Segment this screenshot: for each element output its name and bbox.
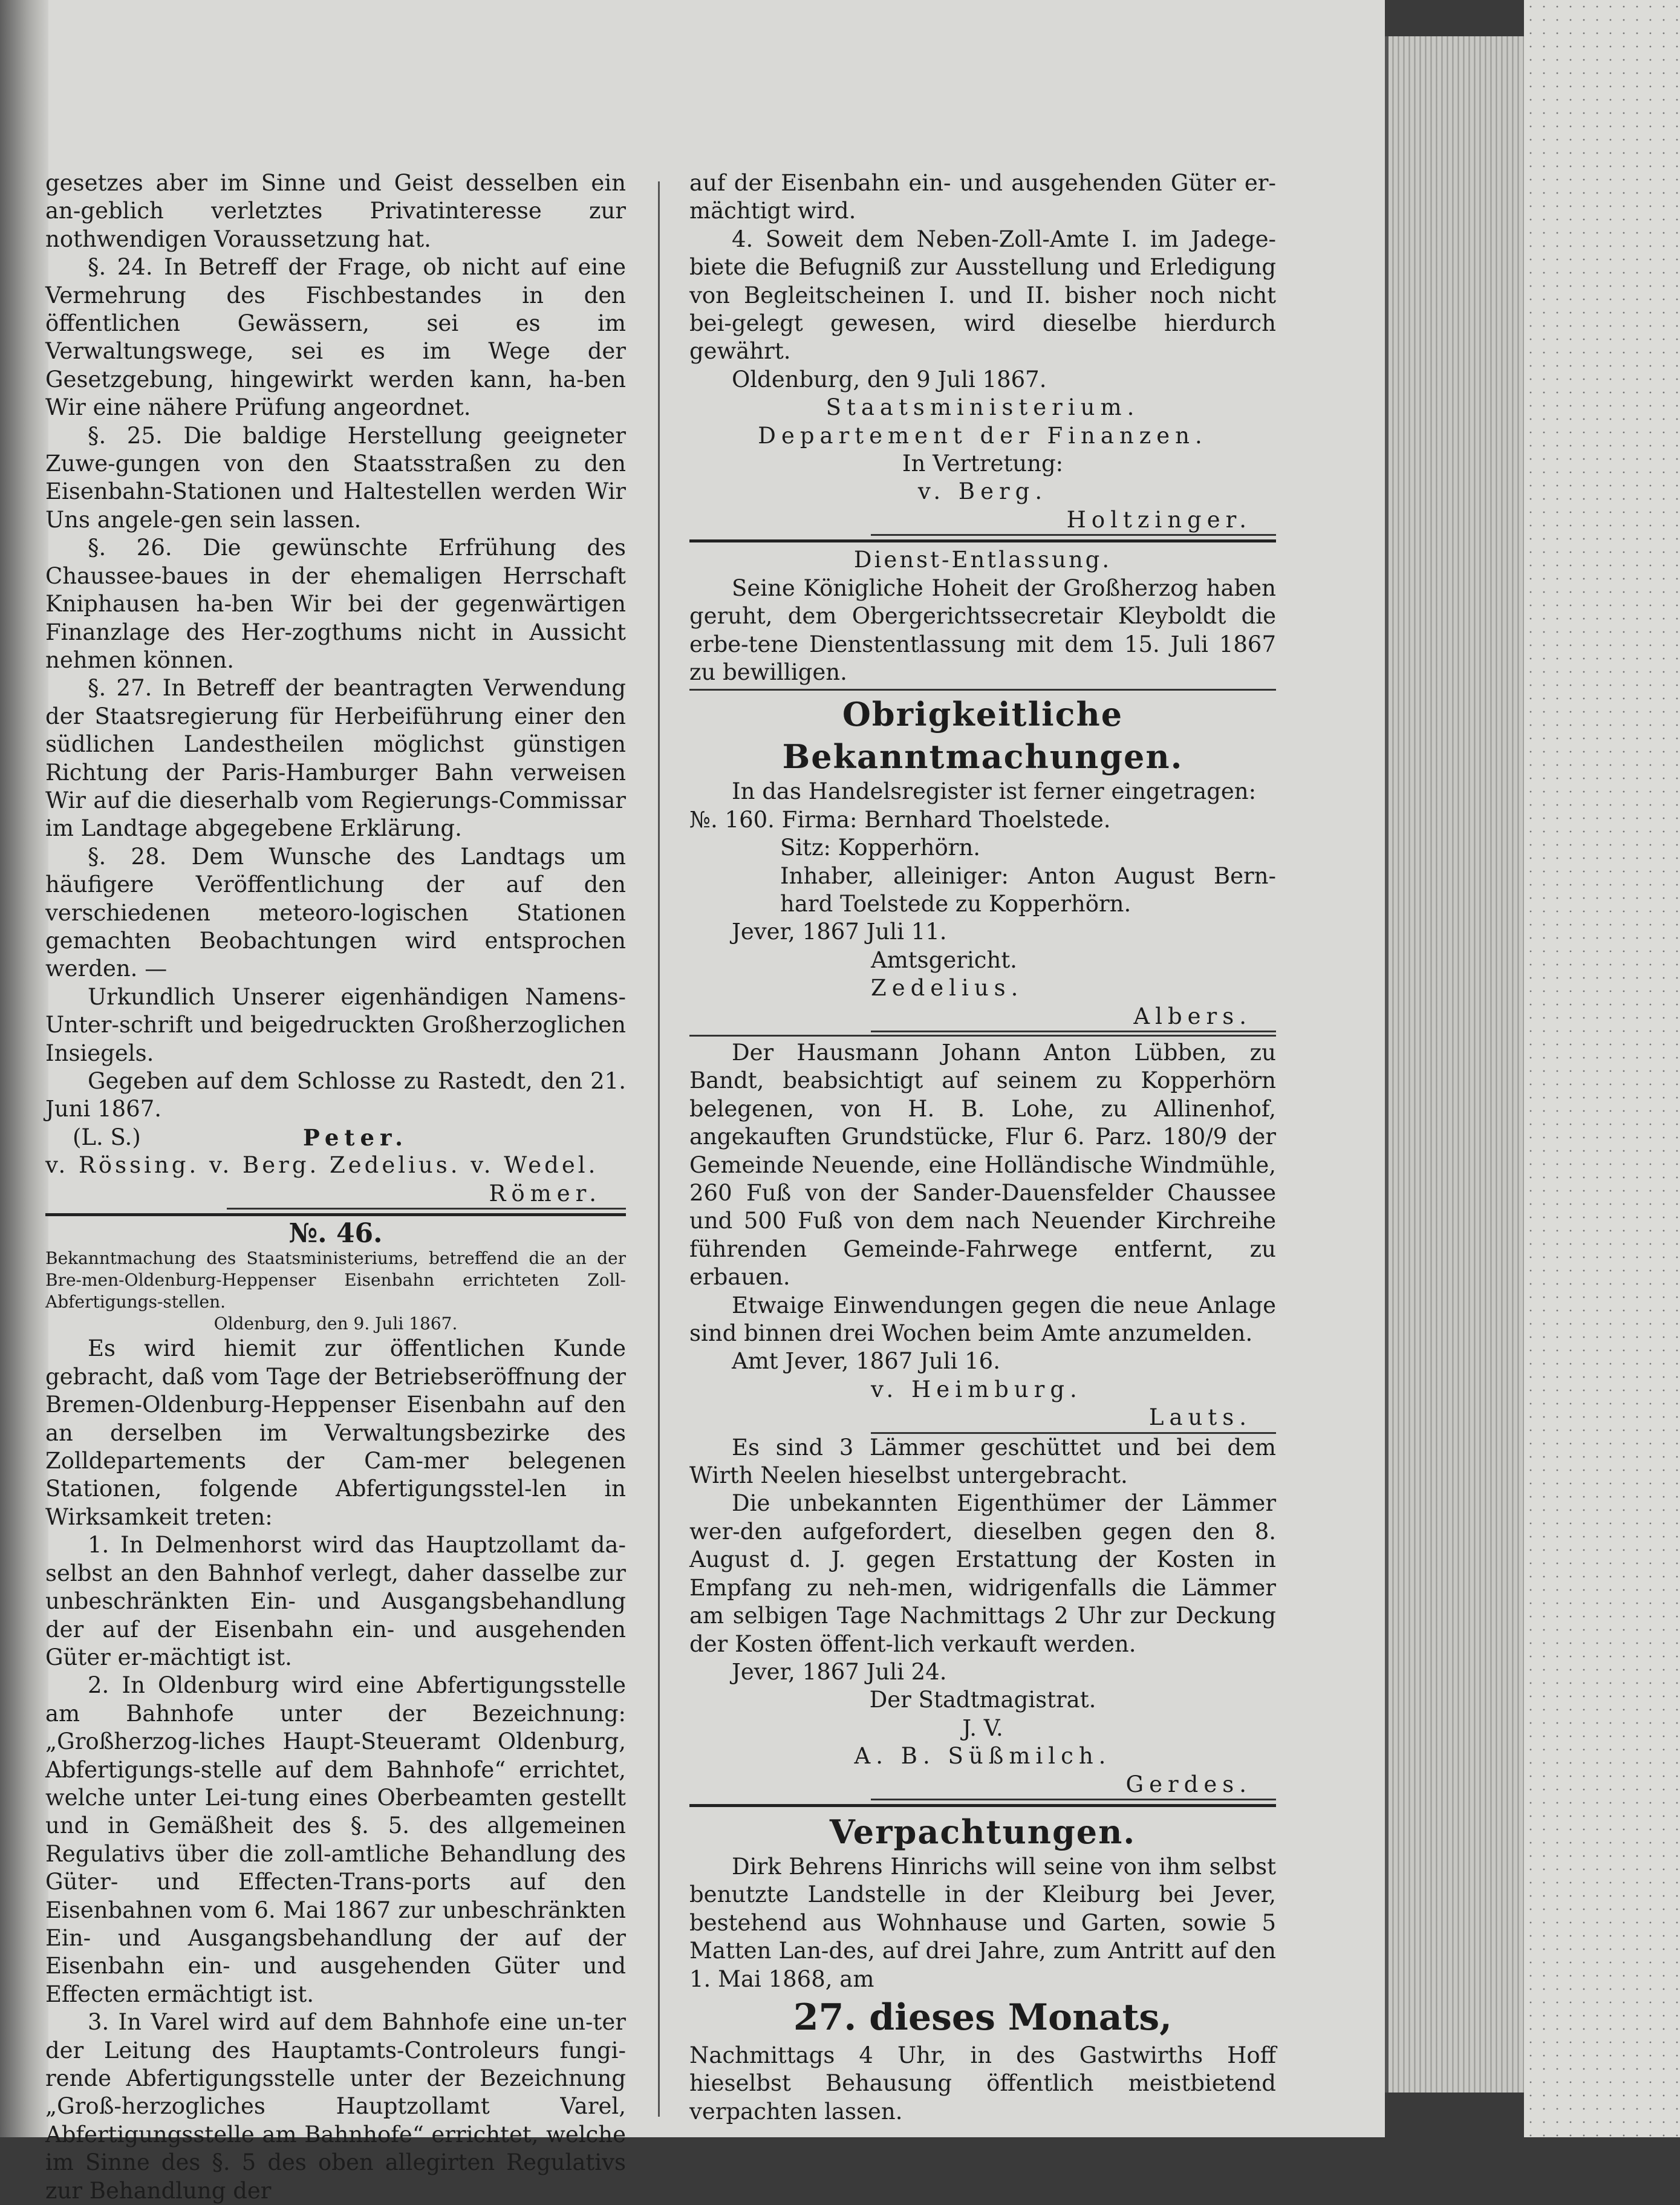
gegeben-text: Gegeben auf dem Schlosse zu Rastedt, den 21. Juni 1867.	[45, 1068, 626, 1122]
signature-lauts: Lauts.	[871, 1404, 1276, 1433]
signature-gerdes: Gerdes.	[871, 1771, 1276, 1800]
eigenthuemer-text: Die unbekannten Eigenthümer der Lämmer wer-den aufgefordert, dieselben gegen den 8. August d. J. gegen Erstattung der Kosten in Empfang zu neh-men, widrigenfalls die Lämmer am selbigen Tage Nachmittags 2 Uhr zur Deckung der Kosten öffent-lich verkauft werden.	[689, 1490, 1276, 1657]
paragraph-continuation: gesetzes aber im Sinne und Geist desselben ein an-geblich verletztes Privatinteresse zur nothwendigen Voraussetzung hat.	[45, 170, 626, 252]
notice-intro: Es wird hiemit zur öffentlichen Kunde gebracht, daß vom Tage der Betriebseröffnung der Bremen-Oldenburg-Heppenser Eisenbahn auf den an derselben im Verwaltungsbezirke des Zolldepartements der Cam-mer belegenen Stationen, folgende Abfertigungsstel-len in Wirksamkeit treten:	[45, 1335, 626, 1530]
notice-item-4: 4. Soweit dem Neben-Zoll-Amte I. im Jadege-biete die Befugniß zur Ausstellung und Erledigung von Begleitscheinen I. und II. bisher noch nicht bei-gelegt gewesen, wird dieselbe hierdurch gewährt.	[689, 226, 1276, 365]
dienst-title: Dienst-Entlassung.	[853, 547, 1112, 573]
section-rule	[689, 1035, 1276, 1037]
notice-signoff-date: Oldenburg, den 9 Juli 1867.	[732, 366, 1047, 392]
paragraph-28: §. 28. Dem Wunsche des Landtags um häufigere Veröffentlichung der auf den verschiedenen meteoro-logischen Stationen gemachten Beobachtungen wird entsprochen werden. —	[45, 843, 626, 982]
stadtmagistrat: Der Stadtmagistrat.	[869, 1687, 1096, 1713]
notice-item-2: 2. In Oldenburg wird eine Abfertigungsstelle am Bahnhofe unter der Bezeichnung: „Großherzog-liches Haupt-Steueramt Oldenburg, Abfertigungs-stelle auf dem Bahnhofe“ errichtet, welche unter Lei-tung eines Oberbeamten gestellt und in Gemäßheit des §. 5. des allgemeinen Regulativs über die zoll-amtliche Behandlung des Güter- und Effecten-Trans-ports auf den Eisenbahnen vom 6. Mai 1867 zur unbeschränkten Ein- und Ausgangsbehandlung der auf der Eisenbahn ein- und ausgehenden Güter und Effecten ermächtigt ist.	[45, 1672, 626, 2007]
inhaber-entry: Inhaber, alleiniger: Anton August Bern-hard Toelstede zu Kopperhörn.	[780, 862, 1276, 917]
signature-roemer: Römer.	[227, 1180, 626, 1210]
handelsregister-text: In das Handelsregister ist ferner eingetragen:	[732, 778, 1257, 805]
speckled-background	[1524, 0, 1680, 2137]
section-rule	[689, 539, 1276, 542]
notice-date: Oldenburg, den 9. Juli 1867.	[213, 1314, 458, 1334]
verpachtungen-title: Verpachtungen.	[829, 1812, 1136, 1851]
notice-item-3: 3. In Varel wird auf dem Bahnhofe eine un-ter der Leitung des Hauptamts-Controleurs fungi-rende Abfertigungsstelle unter der Bezeichnung „Groß-herzogliches Hauptzollamt Varel, Abfertigungsstelle am Bahnhofe“ errichtet, welche im Sinne des §. 5 des oben allegirten Regulativs zur Behandlung der	[45, 2009, 626, 2204]
jv-mark: J. V.	[962, 1715, 1003, 1741]
einwendungen-text: Etwaige Einwendungen gegen die neue Anlage sind binnen drei Wochen beim Amte anzumelden.	[689, 1292, 1276, 1347]
verpachtung-text: Dirk Behrens Hinrichs will seine von ihm selbst benutzte Landstelle in der Kleiburg bei Jever, bestehend aus Wohnhause und Garten, sowie 5 Matten Lan-des, auf drei Jahre, zum Antritt auf den 1. Mai 1868, am	[689, 1853, 1276, 1992]
signature-heimburg: v. Heimburg.	[871, 1376, 1083, 1402]
sitz-entry: Sitz: Kopperhörn.	[780, 835, 981, 861]
signature-suessmilch: A. B. Süßmilch.	[854, 1743, 1112, 1770]
left-column	[45, 169, 626, 2205]
signature-zedelius: Zedelius.	[871, 975, 1024, 1002]
signature-holtzinger: Holtzinger.	[871, 506, 1276, 536]
laemmer-text: Es sind 3 Lämmer geschüttet und bei dem Wirth Neelen hieselbst untergebracht.	[689, 1434, 1276, 1489]
urkundlich-text: Urkundlich Unserer eigenhändigen Namens-Unter-schrift und beigedruckten Großherzoglichen Insiegels.	[45, 983, 626, 1066]
firma-entry: №. 160. Firma: Bernhard Thoelstede.	[689, 806, 1111, 833]
section-rule	[45, 1213, 626, 1216]
paragraph-27: §. 27. In Betreff der beantragten Verwendung der Staatsregierung für Herbeiführung einer den südlichen Landestheilen möglichst günstigen Richtung der Paris-Hamburger Bahn verweisen Wir auf die dieserhalb vom Regierungs-Commissar im Landtage abgegebene Erklärung.	[45, 675, 626, 842]
seal-mark: (L. S.)	[73, 1124, 141, 1150]
auction-date: 27. dieses Monats,	[793, 1996, 1173, 2039]
staatsministerium: Staatsministerium.	[825, 394, 1140, 421]
right-column	[689, 169, 1276, 2126]
signature-albers: Albers.	[871, 1003, 1276, 1032]
departement: Departement der Finanzen.	[758, 422, 1208, 449]
paragraph-25: §. 25. Die baldige Herstellung geeigneter Zuwe-gungen von den Staatsstraßen zu den Eisenbahn-Stationen und Haltestellen werden Wir Uns angele-gen sein lassen.	[45, 422, 626, 533]
hausmann-text: Der Hausmann Johann Anton Lübben, zu Bandt, beabsichtigt auf seinem zu Kopperhörn belegenen, von H. B. Lohe, zu Allinenhof, angekauften Grundstücke, Flur 6. Parz. 180/9 der Gemeinde Neuende, eine Holländische Windmühle, 260 Fuß von der Sander-Dauensfelder Chaussee und 500 Fuß von dem nach Neuender Kirchreihe führenden Gemeinde-Fahrwege entfernt, zu erbauen.	[689, 1039, 1276, 1291]
section-rule	[689, 689, 1276, 691]
jever-date-1: Jever, 1867 Juli 11.	[732, 919, 947, 945]
notice-subject: Bekanntmachung des Staatsministeriums, betreffend die an der Bre-men-Oldenburg-Heppenser Eisenbahn errichteten Zoll-Abfertigungs-stellen.	[45, 1248, 626, 1312]
obrigkeitliche-title: Obrigkeitliche Bekanntmachungen.	[782, 695, 1183, 777]
nachmittags-text: Nachmittags 4 Uhr, in des Gastwirths Hoff hieselbst Behausung öffentlich meistbietend verpachten lassen.	[689, 2042, 1276, 2125]
notice-item-1: 1. In Delmenhorst wird das Hauptzollamt da-selbst an den Bahnhof verlegt, daher dasselbe zur unbeschränkten Ein- und Ausgangsbehandlung der auf der Eisenbahn ein- und ausgehenden Güter er-mächtigt ist.	[45, 1532, 626, 1670]
column-divider	[658, 181, 660, 2117]
book-gutter	[0, 0, 48, 2137]
signatories: v. Rössing. v. Berg. Zedelius. v. Wedel.	[45, 1152, 599, 1179]
notice-number: №. 46.	[288, 1218, 383, 1249]
amtsgericht: Amtsgericht.	[871, 946, 1017, 973]
signature-peter: Peter.	[303, 1124, 408, 1151]
paragraph-24: §. 24. In Betreff der Frage, ob nicht auf eine Vermehrung des Fischbestandes in den öffentlichen Gewässern, sei es im Verwaltungswege, sei es im Wege der Gesetzgebung, hingewirkt werden kann, ha-ben Wir eine nähere Prüfung angeordnet.	[45, 254, 626, 421]
in-vertretung: In Vertretung:	[902, 451, 1064, 477]
signature-berg: v. Berg.	[917, 478, 1048, 505]
section-rule	[689, 1804, 1276, 1807]
notice-continuation: auf der Eisenbahn ein- und ausgehenden Güter er-mächtigt wird.	[689, 170, 1276, 224]
jever-date-2: Jever, 1867 Juli 24.	[732, 1658, 947, 1685]
paragraph-26: §. 26. Die gewünschte Erfrühung des Chaussee-baues in der ehemaligen Herrschaft Kniphausen ha-ben Wir bei der gegenwärtigen Finanzlage des Her-zogthums nicht in Aussicht nehmen können.	[45, 535, 626, 673]
amt-jever-date: Amt Jever, 1867 Juli 16.	[732, 1348, 1000, 1375]
dienst-text: Seine Königliche Hoheit der Großherzog haben geruht, dem Obergerichtssecretair Kleyboldt die erbe-tene Dienstentlassung mit dem 15. Juli 1867 zu bewilligen.	[689, 575, 1276, 685]
